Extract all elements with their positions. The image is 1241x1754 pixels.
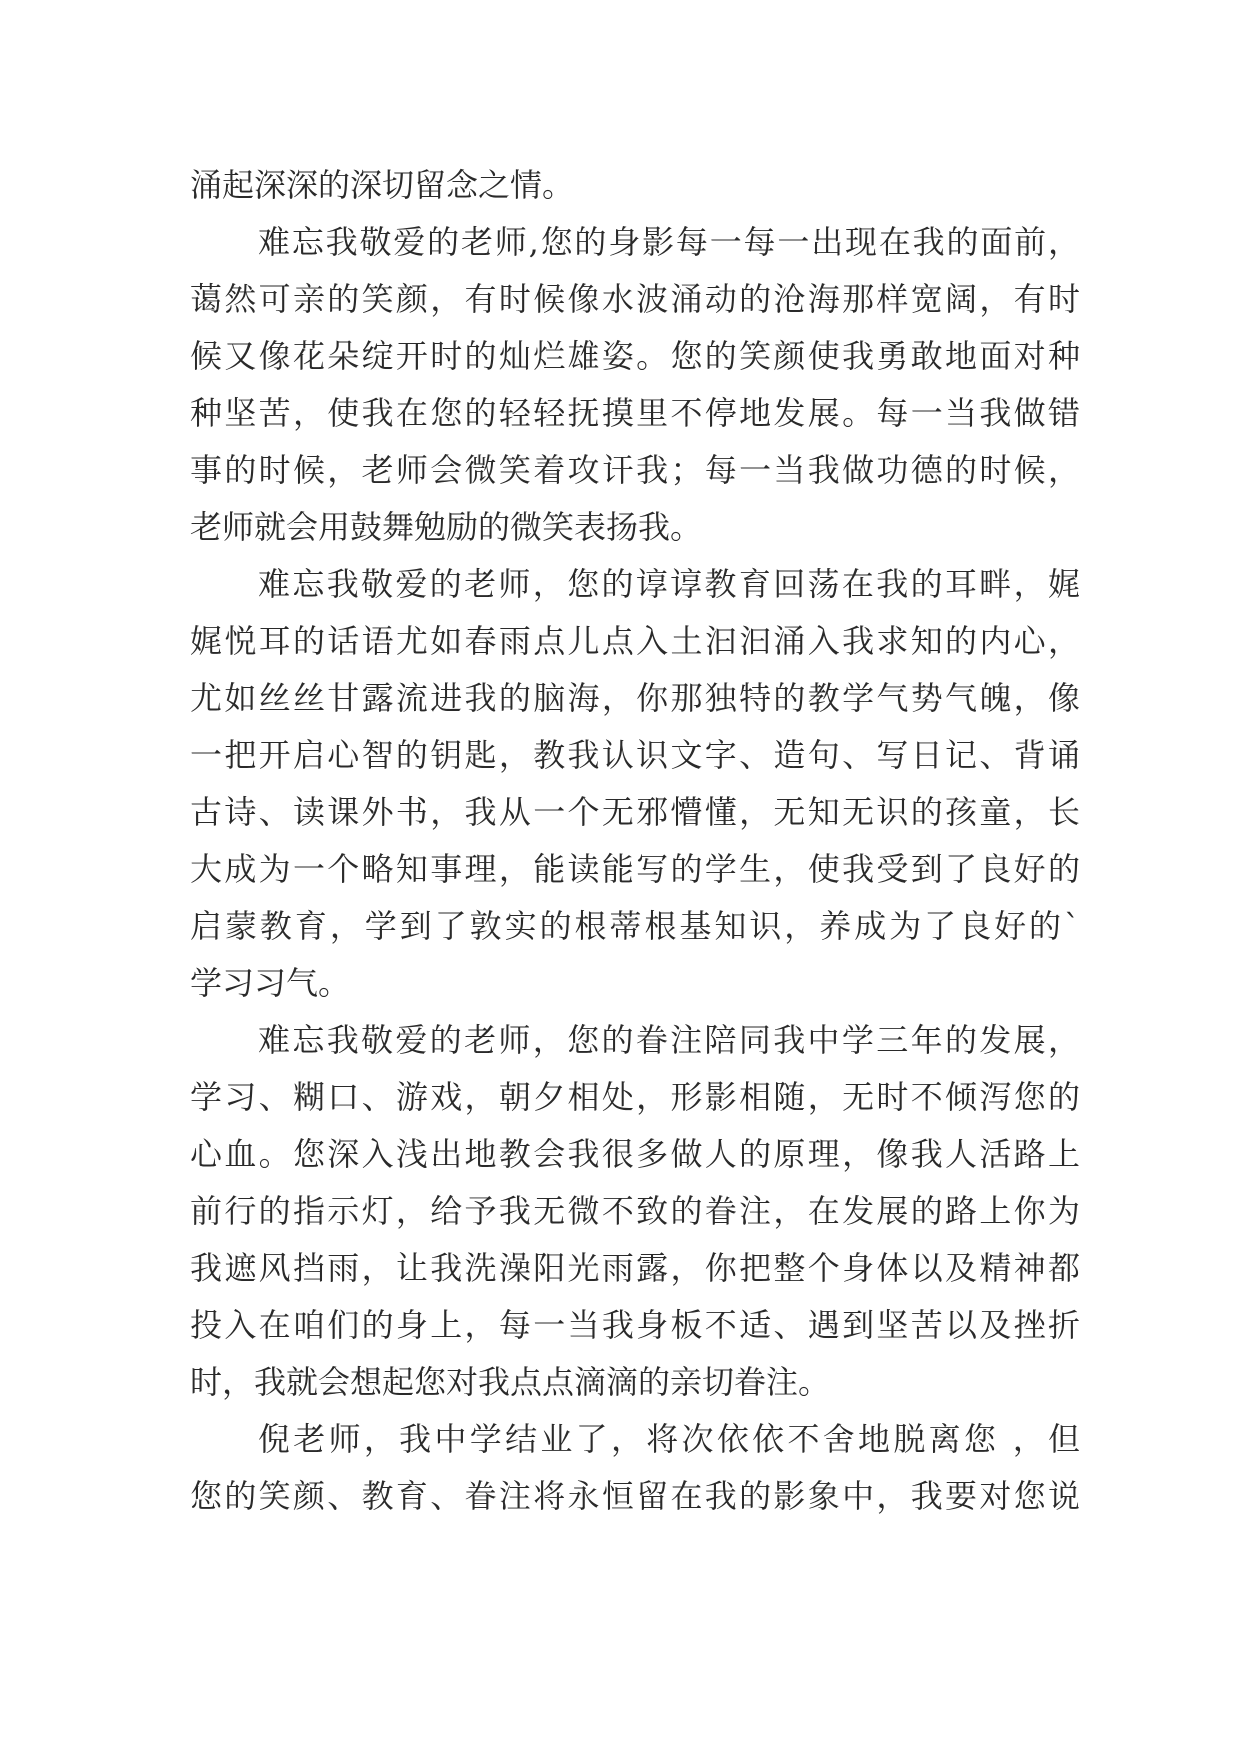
text-line: 事的时候，老师会微笑着攻讦我；每一当我做功德的时候， xyxy=(190,451,1080,489)
text-line: 娓悦耳的话语尤如春雨点儿点入土汩汩涌入我求知的内心， xyxy=(190,622,1080,660)
text-line: 难忘我敬爱的老师，您的眷注陪同我中学三年的发展， xyxy=(258,1021,1080,1059)
text-line: 古诗、读课外书，我从一个无邪懵懂，无知无识的孩童，长 xyxy=(190,793,1080,831)
text-line: 心血。您深入浅出地教会我很多做人的原理，像我人活路上 xyxy=(190,1135,1080,1173)
text-line: 尤如丝丝甘露流进我的脑海，你那独特的教学气势气魄，像 xyxy=(190,679,1080,717)
text-line: 种坚苦，使我在您的轻轻抚摸里不停地发展。每一当我做错 xyxy=(190,394,1080,432)
text-line: 蔼然可亲的笑颜，有时候像水波涌动的沧海那样宽阔，有时 xyxy=(190,280,1080,318)
text-line: 难忘我敬爱的老师，您的谆谆教育回荡在我的耳畔，娓 xyxy=(258,565,1080,603)
text-line: 一把开启心智的钥匙，教我认识文字、造句、写日记、背诵 xyxy=(190,736,1080,774)
text-line: 启蒙教育，学到了敦实的根蒂根基知识，养成为了良好的` xyxy=(190,907,1080,945)
text-line: 老师就会用鼓舞勉励的微笑表扬我。 xyxy=(190,508,703,546)
text-line: 您的笑颜、教育、眷注将永恒留在我的影象中，我要对您说 xyxy=(190,1477,1080,1515)
text-line: 大成为一个略知事理，能读能写的学生，使我受到了良好的 xyxy=(190,850,1080,888)
text-line: 前行的指示灯，给予我无微不致的眷注，在发展的路上你为 xyxy=(190,1192,1080,1230)
text-line: 学习、糊口、游戏，朝夕相处，形影相随，无时不倾泻您的 xyxy=(190,1078,1080,1116)
text-line: 时，我就会想起您对我点点滴滴的亲切眷注。 xyxy=(190,1363,831,1401)
text-line: 学习习气。 xyxy=(190,964,351,1002)
text-line: 我遮风挡雨，让我洗澡阳光雨露，你把整个身体以及精神都 xyxy=(190,1249,1080,1287)
text-line: 涌起深深的深切留念之情。 xyxy=(190,166,575,204)
text-line: 候又像花朵绽开时的灿烂雄姿。您的笑颜使我勇敢地面对种 xyxy=(190,337,1080,375)
body-text xyxy=(190,157,1080,1525)
text-line: 难忘我敬爱的老师,您的身影每一每一出现在我的面前， xyxy=(258,223,1080,261)
text-line: 倪老师，我中学结业了，将次依依不舍地脱离您 ，但 xyxy=(258,1420,1080,1458)
text-line: 投入在咱们的身上，每一当我身板不适、遇到坚苦以及挫折 xyxy=(190,1306,1080,1344)
